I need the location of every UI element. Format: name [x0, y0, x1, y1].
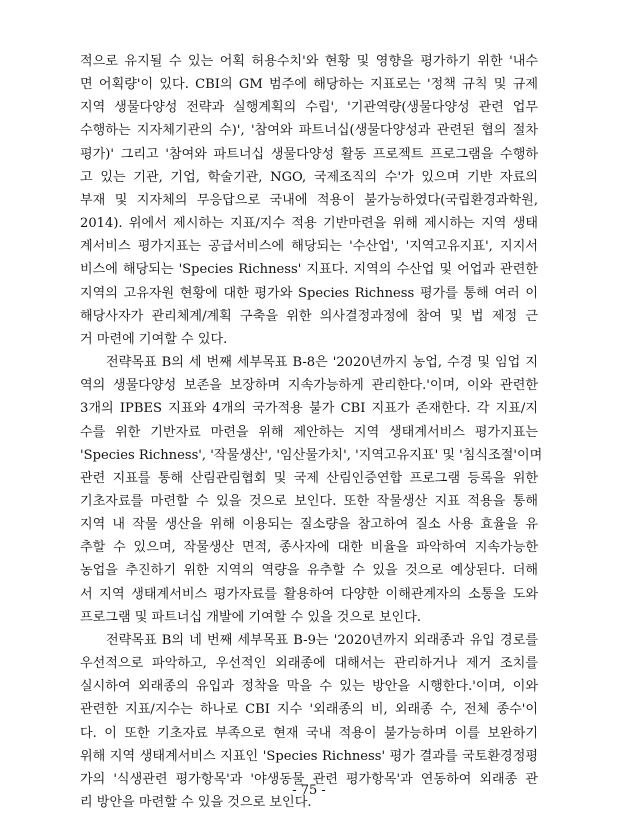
- text-line: 기초자료를 마련할 수 있을 것으로 보인다. 또한 작물생산 지표 적용을 통해: [80, 493, 538, 509]
- body-text: [80, 50, 543, 814]
- text-line: 프로그램 및 파트너십 개발에 기여할 수 있을 것으로 보인다.: [80, 609, 422, 625]
- text-line: 역의 생물다양성 보존을 보장하며 지속가능하게 관리한다.'이며, 이와 관련한: [80, 378, 538, 394]
- text-line: 부재 및 지자체의 무응답으로 국내에 적용이 불가능하였다(국립환경과학원,: [80, 192, 538, 208]
- text-line: 농업을 추진하기 위한 지역의 역량을 유추할 수 있을 것으로 예상된다. 더해: [80, 563, 538, 579]
- text-line: 3개의 IPBES 지표와 4개의 국가적용 불가 CBI 지표가 존재한다. 각 지표/지: [80, 401, 538, 417]
- text-line: 지역의 고유자원 현황에 대한 평가와 Species Richness 평가를 통해 여러 이: [80, 285, 538, 301]
- text-line: 면 어획량'이 있다. CBI의 GM 범주에 해당하는 지표로는 '정책 규칙 및 규제: [80, 77, 538, 93]
- page-number: - 75 -: [292, 783, 326, 798]
- text-line: 지역 내 작물 생산을 위해 이용되는 질소량을 참고하여 질소 사용 효율을 유: [80, 517, 538, 533]
- text-line: 관련 지표를 통해 산림관림협회 및 국제 산림인증연합 프로그램 등록을 위한: [80, 470, 538, 486]
- text-line: 리 방안을 마련할 수 있을 것으로 보인다.: [80, 795, 312, 810]
- text-line: 서 지역 생태계서비스 평가자료를 활용하여 다양한 이해관계자의 소통을 도와: [80, 586, 538, 602]
- text-line: 수를 위한 기반자료 마련을 위해 제안하는 지역 생태계서비스 평가지표는: [80, 424, 538, 440]
- text-line: 위해 지역 생태계서비스 지표인 'Species Richness' 평가 결과를 국토환경정평: [80, 748, 538, 764]
- text-line: 해당사자가 관리체계/계획 구축을 위한 의사결정과정에 참여 및 법 제정 근: [80, 308, 538, 324]
- text-line: 추할 수 있으며, 작물생산 면적, 종사자에 대한 비율을 파악하여 지속가능한: [80, 540, 538, 556]
- text-line: 전략목표 B의 세 번째 세부목표 B-8은 '2020년까지 농업, 수경 및 임업 지: [106, 355, 538, 371]
- text-line: 거 마련에 기여할 수 있다.: [80, 331, 228, 347]
- text-line: 비스에 해당되는 'Species Richness' 지표다. 지역의 수산업 및 어업과 관련한: [80, 262, 538, 278]
- text-line: 가의 '식생관련 평가항목'과 '야생동물 관련 평가항목'과 연동하여 외래종 관: [80, 771, 538, 787]
- text-line: 계서비스 평가지표는 공급서비스에 해당되는 '수산업', '지역고유지표', 지지서: [80, 239, 538, 255]
- text-line: 지역 생물다양성 전략과 실행계획의 수립', '기관역량(생물다양성 관련 업무: [80, 100, 538, 116]
- text-line: 수행하는 지자체기관의 수)', '참여와 파트너십(생물다양성과 관련된 협의 절차: [80, 123, 538, 139]
- text-line: 적으로 유지될 수 있는 어획 허용수치'와 현황 및 영향을 평가하기 위한 '내수: [80, 54, 538, 69]
- text-line: 우선적으로 파악하고, 우선적인 외래종에 대해서는 관리하거나 제거 조치를: [80, 656, 538, 672]
- text-line: 2014). 위에서 제시하는 지표/지수 적용 기반마련을 위해 제시하는 지역 생태: [80, 216, 538, 232]
- text-line: 평가)' 그리고 '참여와 파트너십 생물다양성 활동 프로젝트 프로그램을 수행하: [80, 146, 538, 162]
- text-line: 다. 이 또한 기초자료 부족으로 현재 국내 적용이 불가능하며 이를 보완하기: [80, 725, 538, 741]
- text-line: 고 있는 기관, 기업, 학술기관, NGO, 국제조직의 수'가 있으며 기반 자료의: [80, 169, 538, 185]
- paragraph-1: [80, 50, 538, 351]
- paragraph-2: [80, 351, 543, 629]
- text-line: 전략목표 B의 네 번째 세부목표 B-9는 '2020년까지 외래종과 유입 경로를: [106, 632, 538, 648]
- text-line: 관련한 지표/지수는 하나로 CBI 지수 '외래종의 비, 외래종 수, 전체 종수'이: [80, 702, 538, 718]
- text-line: 실시하여 외래종의 유입과 정착을 막을 수 있는 방안을 시행한다.'이며, 이와: [80, 679, 538, 695]
- text-line: 'Species Richness', '작물생산', '임산물가치', '지역고유지표' 및 '침식조절'이며: [80, 447, 543, 463]
